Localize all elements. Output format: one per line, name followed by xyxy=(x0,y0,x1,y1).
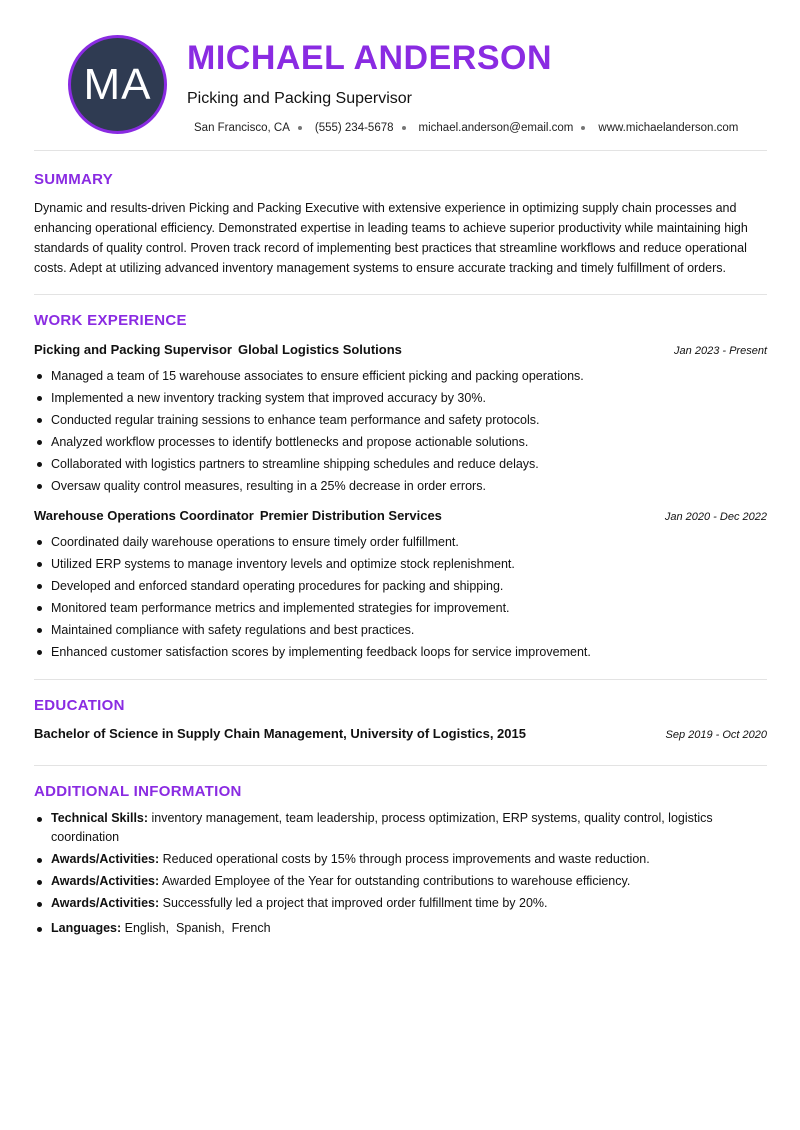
job-entry xyxy=(34,340,767,497)
summary-section xyxy=(34,151,767,294)
job-header xyxy=(34,340,767,361)
job-title-line xyxy=(34,506,442,526)
list-item xyxy=(34,872,767,891)
education-section xyxy=(34,680,767,765)
summary-text: Dynamic and results-driven Picking and Packing Executive with extensive experience in optimizing supply chain processes and enhancing operational efficiency. Demonstrated expertise in leading teams to achieve superior productivity while maintaining high standards of quality control. Proven track record of implementing best practices that streamline workflows and reduce operational costs. Adept at utilizing advanced inventory management systems to ensure accurate tracking and timely fulfillment of orders. xyxy=(34,201,748,275)
item-label: Awards/Activities: xyxy=(51,852,160,866)
contact-website[interactable]: www.michaelanderson.com xyxy=(598,122,739,134)
list-item: Implemented a new inventory tracking system that improved accuracy by 30%. xyxy=(34,387,767,409)
separator-dot-icon xyxy=(402,126,406,130)
additional-information-section xyxy=(34,766,767,938)
avatar xyxy=(68,35,167,134)
contact-location: San Francisco, CA xyxy=(194,122,290,134)
item-label: Technical Skills: xyxy=(51,811,149,825)
item-text: Reduced operational costs by 15% through process improvements and waste reduction. xyxy=(159,852,650,866)
list-item: Utilized ERP systems to manage inventory levels and optimize stock replenishment. xyxy=(34,553,767,575)
list-item: Conducted regular training sessions to enhance team performance and safety protocols. xyxy=(34,409,767,431)
list-item: Monitored team performance metrics and implemented strategies for improvement. xyxy=(34,597,767,619)
resume-header xyxy=(34,0,767,150)
candidate-name: MICHAEL ANDERSON xyxy=(187,39,553,77)
job-dates: Jan 2020 - Dec 2022 xyxy=(664,511,767,523)
list-item: Maintained compliance with safety regulations and best practices. xyxy=(34,619,767,641)
item-text: Awarded Employee of the Year for outstanding contributions to warehouse efficiency. xyxy=(159,874,631,888)
list-item: Collaborated with logistics partners to streamline shipping schedules and reduce delays. xyxy=(34,453,767,475)
job-company: Global Logistics Solutions xyxy=(237,342,402,357)
item-text: inventory management, team leadership, process optimization, ERP systems, quality control, logistics coordination xyxy=(51,811,713,844)
job-entry xyxy=(34,506,767,663)
job-bullets xyxy=(34,531,767,663)
job-company: Premier Distribution Services xyxy=(259,508,442,523)
separator-dot-icon xyxy=(298,126,302,130)
list-item xyxy=(34,850,767,869)
item-text: Successfully led a project that improved order fulfillment time by 20%. xyxy=(159,896,548,910)
avatar-initials: MA xyxy=(83,59,152,109)
list-item xyxy=(34,919,767,938)
job-title: Picking and Packing Supervisor xyxy=(187,90,413,107)
job-bullets xyxy=(34,365,767,497)
summary-heading: SUMMARY xyxy=(34,171,114,188)
job-role: Picking and Packing Supervisor xyxy=(34,342,232,357)
contact-phone: (555) 234-5678 xyxy=(314,122,394,134)
list-item: Managed a team of 15 warehouse associates to ensure efficient picking and packing operations. xyxy=(34,365,767,387)
education-degree: Bachelor of Science in Supply Chain Management, University of Logistics, 2015 xyxy=(34,726,526,741)
additional-information-list xyxy=(34,809,767,938)
list-item: Developed and enforced standard operating procedures for packing and shipping. xyxy=(34,575,767,597)
list-item: Oversaw quality control measures, resulting in a 25% decrease in order errors. xyxy=(34,475,767,497)
contact-row xyxy=(194,120,738,136)
list-item: Analyzed workflow processes to identify bottlenecks and propose actionable solutions. xyxy=(34,431,767,453)
list-item xyxy=(34,809,767,847)
job-title-line xyxy=(34,340,402,360)
job-dates: Jan 2023 - Present xyxy=(674,345,767,357)
list-item xyxy=(34,894,767,913)
education-dates: Sep 2019 - Oct 2020 xyxy=(665,729,767,741)
job-header xyxy=(34,506,767,527)
contact-email[interactable]: michael.anderson@email.com xyxy=(418,122,574,134)
item-label: Languages: xyxy=(51,921,122,935)
separator-dot-icon xyxy=(581,126,585,130)
work-experience-section xyxy=(34,295,767,679)
work-experience-heading: WORK EXPERIENCE xyxy=(34,312,187,329)
additional-information-heading: ADDITIONAL INFORMATION xyxy=(34,783,242,800)
list-item: Coordinated daily warehouse operations to ensure timely order fulfillment. xyxy=(34,531,767,553)
job-role: Warehouse Operations Coordinator xyxy=(34,508,254,523)
list-item: Enhanced customer satisfaction scores by implementing feedback loops for service improvement. xyxy=(34,641,767,663)
item-label: Awards/Activities: xyxy=(51,874,160,888)
item-text: English, Spanish, French xyxy=(121,921,271,935)
education-entry xyxy=(34,724,767,745)
education-heading: EDUCATION xyxy=(34,697,125,714)
item-label: Awards/Activities: xyxy=(51,896,160,910)
